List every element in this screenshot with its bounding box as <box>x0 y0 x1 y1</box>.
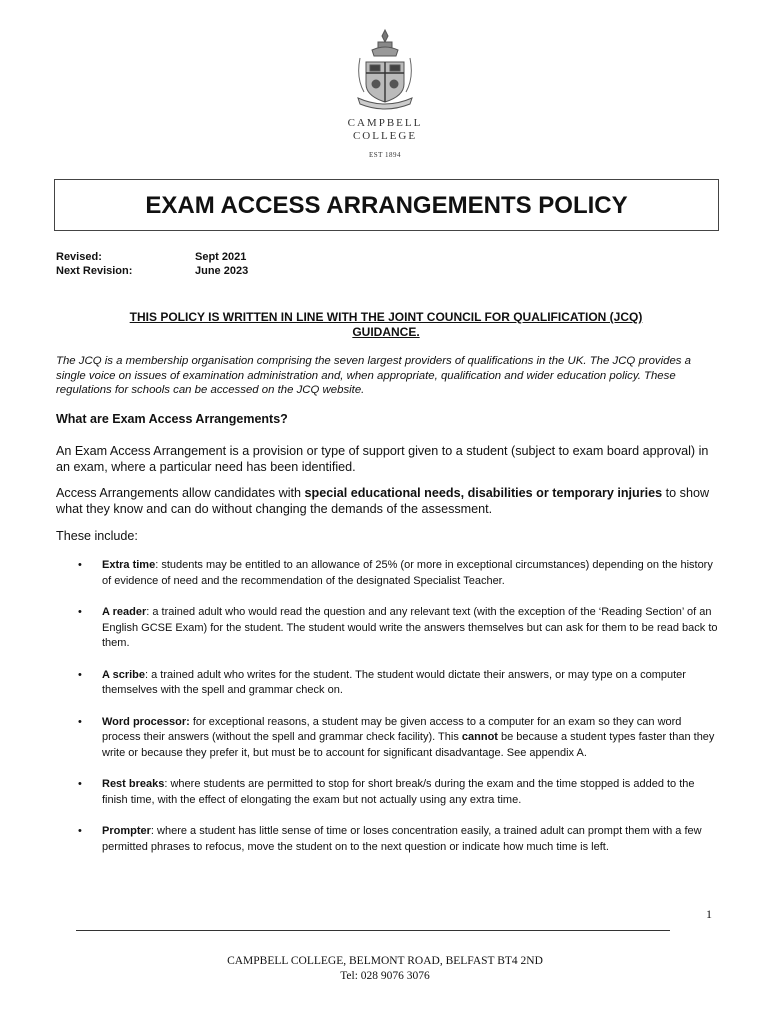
next-revision-row <box>56 264 248 278</box>
college-name: CAMPBELL COLLEGE <box>347 117 423 142</box>
bullet-icon: • <box>78 778 82 790</box>
jcq-heading: THIS POLICY IS WRITTEN IN LINE WITH THE JOINT COUNCIL FOR QUALIFICATION (JCQ) GUIDANCE. <box>129 310 643 339</box>
footer-address-line: CAMPBELL COLLEGE, BELMONT ROAD, BELFAST BT4 2ND <box>227 955 543 967</box>
footer-address <box>0 954 770 984</box>
list-item-term: A scribe <box>102 668 146 681</box>
list-item-text: be because a student types faster than they write or because they prefer it, but must be to account for significant disadvantage. See appendix A. <box>102 731 715 759</box>
revised-row <box>56 250 248 264</box>
list-item <box>56 777 720 808</box>
list-item-text: : where a student has little sense of time or loses concentration easily, a trained adult can prompt them with a few permitted phrases to refocus, move the student on to the next question or indicate how much time is left. <box>102 825 702 853</box>
list-item-term: Extra time <box>102 559 156 571</box>
bullet-icon: • <box>78 606 82 618</box>
revised-value: Sept 2021 <box>195 251 247 263</box>
emphasis-text: cannot <box>461 731 498 743</box>
bullet-icon: • <box>78 715 82 728</box>
emphasis-text: special educational needs, disabilities or temporary injuries <box>304 486 663 500</box>
list-item-term: Word processor: <box>102 715 190 728</box>
jcq-intro-paragraph: The JCQ is a membership organisation comprising the seven largest providers of qualifications in the UK. The JCQ provides a single voice on issues of examination administration and, when appropriate, qualification and wider education policy. These regulations for schools can be accessed on the JCQ website. <box>56 355 692 396</box>
definition-paragraph: An Exam Access Arrangement is a provision or type of support given to a student (subject to exam board approval) in an exam, where a particular need has been identified. <box>56 444 709 474</box>
revised-label: Revised: <box>56 251 102 263</box>
established-year: EST 1894 <box>368 151 402 159</box>
list-item <box>56 558 720 589</box>
next-revision-value: June 2023 <box>195 265 249 277</box>
section-heading: What are Exam Access Arrangements? <box>56 412 288 426</box>
access-arrangements-paragraph: Access Arrangements allow candidates with special educational needs, disabilities or temporary injuries to show what they know and can do without changing the demands of the assessment. <box>56 486 710 516</box>
list-item-text: : where students are permitted to stop for short break/s during the exam and the time stopped is added to the finish time, with the effect of elongating the exam but not actually using any extra time. <box>102 778 695 806</box>
list-item-text: : a trained adult who would read the question and any relevant text (with the exception of the ‘Reading Section’ of an English GCSE Exam) for the student. The student would write the answers themselves but can ask for them to be read back to them. <box>102 606 718 649</box>
list-item-text: for exceptional reasons, a student may be given access to a computer for an exam so they can word process their answers (without the spell and grammar check facility). This <box>102 715 682 743</box>
list-item-term: Rest breaks <box>102 778 165 790</box>
arrangements-list <box>56 558 720 871</box>
list-item-text: : a trained adult who writes for the student. The student would dictate their answers, or may type on a computer themselves with the spell and grammar check on. <box>102 668 686 696</box>
bullet-icon: • <box>78 668 82 681</box>
college-crest-icon <box>350 28 420 110</box>
footer-tel: Tel: 028 9076 3076 <box>340 970 430 982</box>
revision-info <box>56 250 248 278</box>
list-item-text: : students may be entitled to an allowance of 25% (or more in exceptional circumstances) depending on the history of evidence of need and the recommendation of the designated Specialist Teacher. <box>102 559 713 587</box>
list-item <box>56 715 720 762</box>
list-item <box>56 605 720 652</box>
document-title: EXAM ACCESS ARRANGEMENTS POLICY <box>54 179 719 231</box>
next-revision-label: Next Revision: <box>56 265 133 277</box>
these-include-text: These include: <box>56 529 138 543</box>
list-item-term: A reader <box>102 606 147 618</box>
list-item <box>56 824 720 855</box>
page-number: 1 <box>706 907 712 921</box>
college-header <box>0 28 770 159</box>
list-item <box>56 668 720 699</box>
footer-divider <box>76 930 670 931</box>
bullet-icon: • <box>78 559 82 571</box>
list-item-term: Prompter <box>102 825 151 837</box>
bullet-icon: • <box>78 825 82 837</box>
